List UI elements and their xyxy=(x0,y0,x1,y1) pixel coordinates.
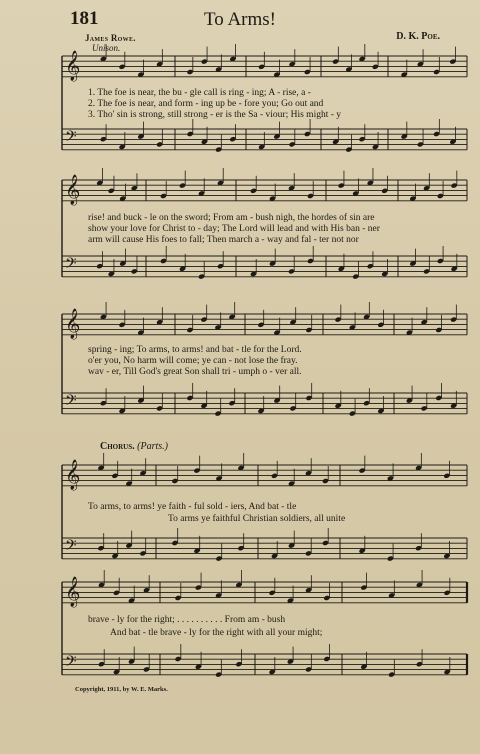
copyright-notice: Copyright, 1911, by W. E. Marks. xyxy=(75,686,168,693)
lyric-s3-v3: wav - er, Till God's great Son shall tri - umph o - ver all. xyxy=(88,367,302,377)
parts-label: (Parts.) xyxy=(137,441,168,452)
chorus-label: Chorus. xyxy=(100,441,135,452)
lyric-s1-v3: 3. Tho' sin is strong, still strong - er is the Sa - viour; His might - y xyxy=(88,110,342,120)
treble-clef-icon: 𝄞 xyxy=(65,577,81,607)
lyric-s2-v3: arm will cause His foes to fall; Then march a - way and fal - ter not nor xyxy=(88,235,359,245)
lyric-s4-bass: To arms ye faithful Christian soldiers, all unite xyxy=(168,514,346,524)
lyric-s1-v1: 1. The foe is near, the bu - gle call is ring - ing; A - rise, a - xyxy=(88,88,311,98)
unison-marking: Unison. xyxy=(92,43,121,53)
composer-credit: D. K. Poe. xyxy=(396,31,440,42)
bass-clef-icon: 𝄢 xyxy=(65,392,77,413)
lyric-s5-soprano: brave - ly for the right; . . . . . . . . . . From am - bush xyxy=(88,615,286,625)
treble-clef-icon: 𝄞 xyxy=(65,51,81,81)
lyric-s3-v1: spring - ing; To arms, to arms! and bat - tle for the Lord. xyxy=(88,345,302,355)
treble-clef-icon: 𝄞 xyxy=(65,460,81,490)
lyric-s2-v1: rise! and buck - le on the sword; From am - bush nigh, the hordes of sin are xyxy=(88,213,375,223)
lyric-s3-v2: o'er you, No harm will come; ye can - not lose the fray. xyxy=(88,356,298,366)
lyric-s1-v2: 2. The foe is near, and form - ing up be - fore you; Go out and xyxy=(88,99,324,109)
hymn-number: 181 xyxy=(70,8,99,29)
lyric-s5-bass: And bat - tle brave - ly for the right with all your might; xyxy=(110,628,323,638)
lyricist-credit: James Rowe. xyxy=(85,33,136,43)
lyric-s4-soprano: To arms, to arms! ye faith - ful sold - iers, And bat - tle xyxy=(88,502,297,512)
chorus-marking xyxy=(100,441,168,452)
treble-clef-icon: 𝄞 xyxy=(65,175,81,205)
lyric-s2-v2: show your love for Christ to - day; The Lord will lead and with His ban - ner xyxy=(88,224,380,234)
hymn-title: To Arms! xyxy=(203,9,277,30)
treble-clef-icon: 𝄞 xyxy=(65,309,81,339)
bass-clef-icon: 𝄢 xyxy=(65,255,77,276)
bass-clef-icon: 𝄢 xyxy=(65,128,77,149)
bass-clef-icon: 𝄢 xyxy=(65,537,77,558)
bass-clef-icon: 𝄢 xyxy=(65,653,77,674)
